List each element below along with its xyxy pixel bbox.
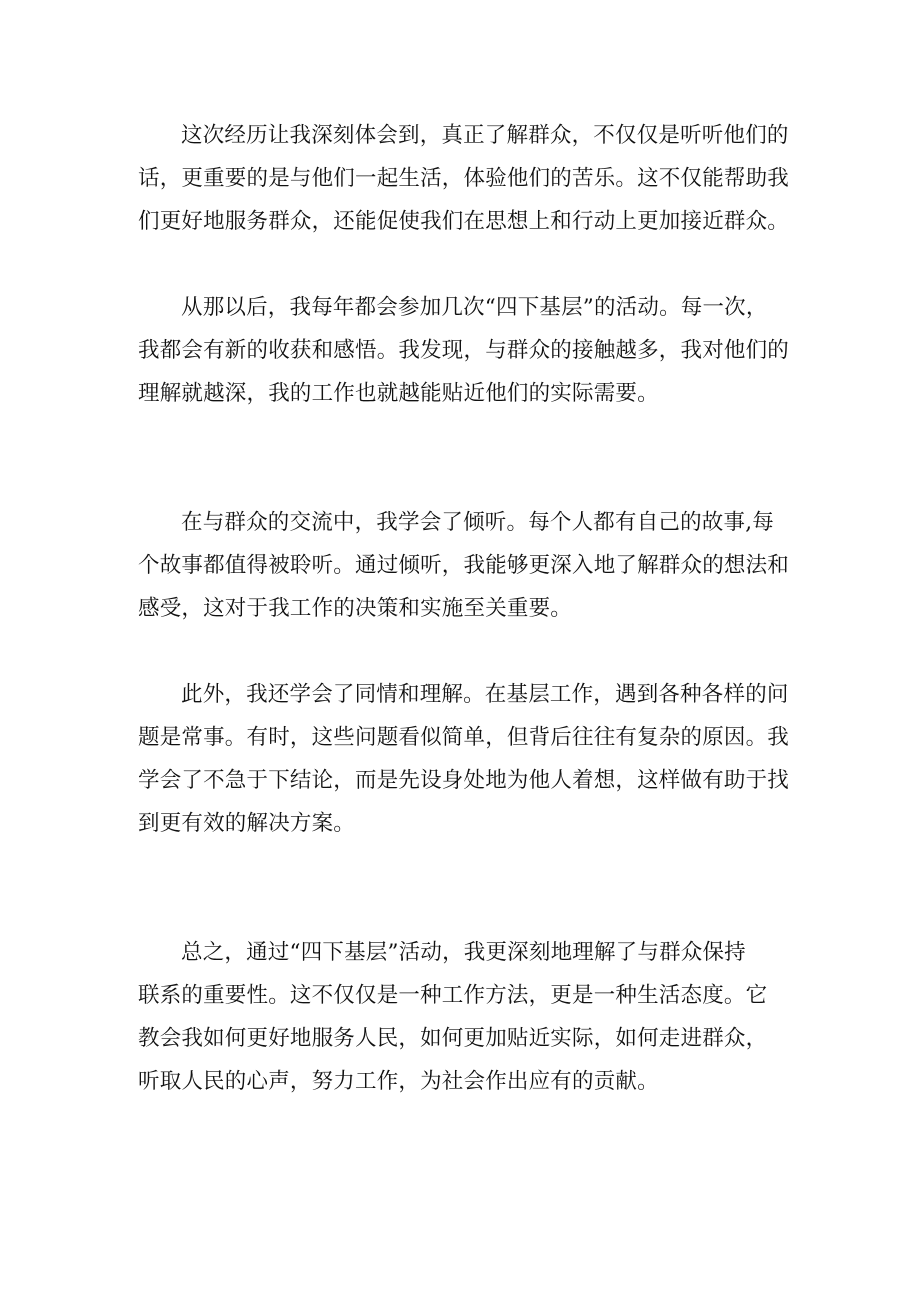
paragraph-line: 学会了不急于下结论，而是先设身处地为他人着想，这样做有助于找 bbox=[138, 768, 790, 793]
paragraph-line: 从那以后，我每年都会参加几次“四下基层”的活动。每一次， bbox=[181, 295, 768, 320]
paragraph-4 bbox=[138, 673, 789, 845]
paragraph-line: 我都会有新的收获和感悟。我发现，与群众的接触越多，我对他们的 bbox=[138, 338, 790, 363]
paragraph-2 bbox=[138, 286, 789, 415]
paragraph-line: 个故事都值得被聆听。通过倾听，我能够更深入地了解群众的想法和 bbox=[138, 553, 790, 578]
paragraph-line: 听取人民的心声，努力工作，为社会作出应有的贡献。 bbox=[138, 1069, 659, 1094]
paragraph-line: 在与群众的交流中，我学会了倾听。每个人都有自己的故事,每 bbox=[181, 510, 774, 535]
paragraph-line: 此外，我还学会了同情和理解。在基层工作，遇到各种各样的问 bbox=[181, 682, 789, 707]
paragraph-line: 到更有效的解决方案。 bbox=[138, 811, 356, 836]
paragraph-line: 这次经历让我深刻体会到，真正了解群众，不仅仅是听听他们的 bbox=[181, 123, 789, 148]
paragraph-3 bbox=[138, 501, 789, 630]
paragraph-line: 联系的重要性。这不仅仅是一种工作方法，更是一种生活态度。它 bbox=[138, 983, 768, 1008]
paragraph-line: 们更好地服务群众，还能促使我们在思想上和行动上更加接近群众。 bbox=[138, 209, 790, 234]
paragraph-5 bbox=[138, 931, 767, 1103]
paragraph-line: 话，更重要的是与他们一起生活，体验他们的苦乐。这不仅能帮助我 bbox=[138, 166, 790, 191]
paragraph-line: 题是常事。有时，这些问题看似简单，但背后往往有复杂的原因。我 bbox=[138, 725, 790, 750]
paragraph-1 bbox=[138, 114, 789, 243]
paragraph-line: 理解就越深，我的工作也就越能贴近他们的实际需要。 bbox=[138, 381, 659, 406]
paragraph-line: 感受，这对于我工作的决策和实施至关重要。 bbox=[138, 596, 573, 621]
paragraph-line: 总之，通过“四下基层”活动，我更深刻地理解了与群众保持 bbox=[181, 940, 746, 965]
paragraph-line: 教会我如何更好地服务人民，如何更加贴近实际，如何走进群众， bbox=[138, 1026, 768, 1051]
